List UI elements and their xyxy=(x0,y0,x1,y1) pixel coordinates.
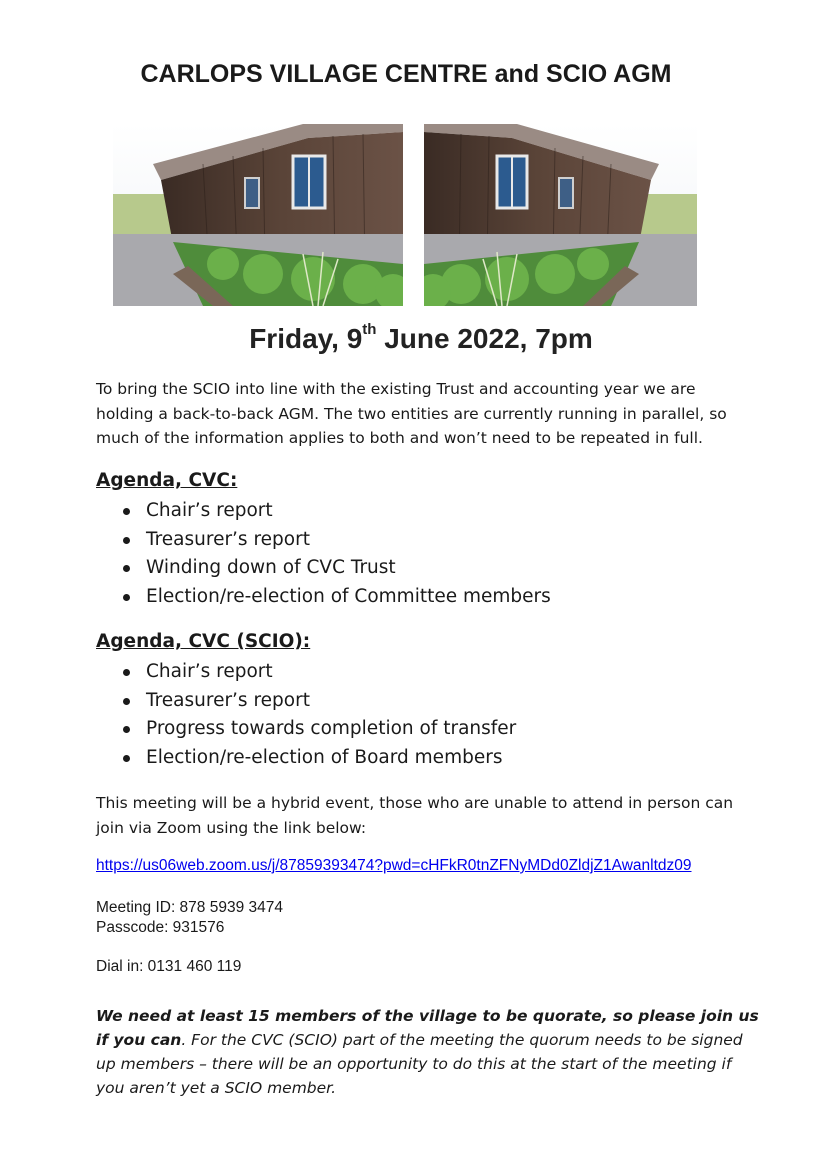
bullet-icon xyxy=(123,594,130,601)
event-date-ordinal: th xyxy=(362,321,377,338)
bullet-icon xyxy=(123,698,130,705)
intro-paragraph: To bring the SCIO into line with the existing Trust and accounting year we are holding a back-to-back AGM. The two entities are currently running in parallel, so much of the information applies to both and won’t need to be repeated in full. xyxy=(96,380,727,447)
dial-in-number: Dial in: 0131 460 119 xyxy=(96,958,242,975)
list-item: Treasurer’s report xyxy=(120,526,551,555)
bullet-icon xyxy=(123,537,130,544)
bullet-icon xyxy=(123,726,130,733)
bullet-icon xyxy=(123,755,130,762)
event-date-day: Friday, 9 xyxy=(249,323,363,354)
passcode: Passcode: 931576 xyxy=(96,919,225,936)
list-item: Treasurer’s report xyxy=(120,687,516,716)
agenda-cvc-list xyxy=(120,497,551,611)
quorum-emphasis: We need at least 15 members of the village to be quorate, so please join us if you can xyxy=(96,1007,759,1049)
agenda-cvc-heading: Agenda, CVC: xyxy=(96,470,238,491)
event-date-rest: June 2022, 7pm xyxy=(376,323,593,354)
list-item: Chair’s report xyxy=(120,658,516,687)
agenda-scio-heading: Agenda, CVC (SCIO): xyxy=(96,631,311,652)
list-item: Winding down of CVC Trust xyxy=(120,554,551,583)
event-date xyxy=(0,323,826,355)
list-item: Election/re-election of Board members xyxy=(120,744,516,773)
meeting-id: Meeting ID: 878 5939 3474 xyxy=(96,899,283,916)
hybrid-paragraph: This meeting will be a hybrid event, those who are unable to attend in person can join via Zoom using the link below: xyxy=(96,794,734,837)
bullet-icon xyxy=(123,508,130,515)
village-centre-photo-left xyxy=(113,124,403,306)
zoom-link[interactable]: https://us06web.zoom.us/j/87859393474?pwd=cHFkR0tnZFNyMDd0ZldjZ1Awanltdz09 xyxy=(96,857,692,874)
bullet-icon xyxy=(123,669,130,676)
meeting-details xyxy=(96,898,283,938)
list-item: Progress towards completion of transfer xyxy=(120,715,516,744)
list-item: Chair’s report xyxy=(120,497,551,526)
bullet-icon xyxy=(123,565,130,572)
list-item: Election/re-election of Committee members xyxy=(120,583,551,612)
quorum-details: . For the CVC (SCIO) part of the meeting the quorum needs to be signed up members – there will be an opportunity to do this at the start of the meeting if you aren’t yet a SCIO member. xyxy=(96,1031,743,1097)
agenda-scio-list xyxy=(120,658,516,772)
page-title: CARLOPS VILLAGE CENTRE and SCIO AGM xyxy=(140,60,672,88)
quorum-paragraph xyxy=(96,1004,761,1100)
village-centre-photo-right xyxy=(424,124,697,306)
